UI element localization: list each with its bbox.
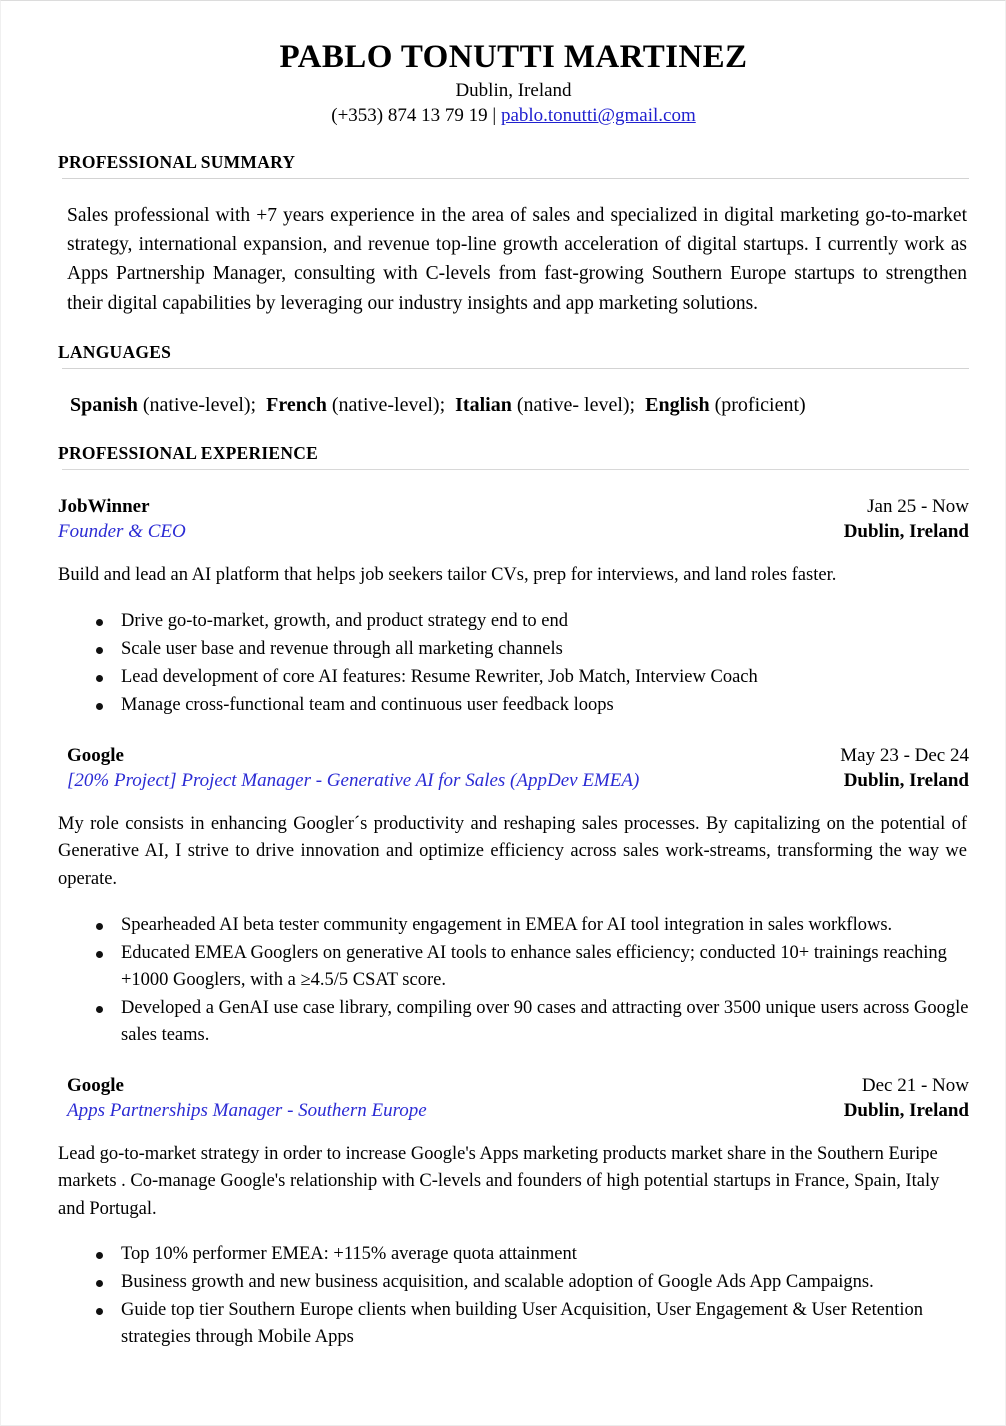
job-bullet-list [58,1241,969,1351]
section-title-experience: PROFESSIONAL EXPERIENCE [58,442,319,463]
job-bullet: Guide top tier Southern Europe clients when building User Acquisition, User Engagement & User Retention strategies through Mobile Apps [58,1297,969,1351]
contact-separator: | [487,105,501,127]
job-bullet: Scale user base and revenue through all marketing channels [58,636,969,663]
candidate-contact [58,104,969,128]
resume-content [58,1,969,1352]
job-bullet: Spearheaded AI beta tester community engagement in EMEA for AI tool integration in sales workflows. [58,912,969,939]
experience-entry-google-apps-partnerships [58,1073,969,1352]
candidate-name: PABLO TONUTTI MARTINEZ [279,39,748,75]
job-header-row [58,1073,969,1098]
professional-summary-text: Sales professional with +7 years experience in the area of sales and specialized in digital marketing go-to-market strategy, international expansion, and revenue top-line growth acceleration of digital startups. I currently work as Apps Partnership Manager, consulting with C-levels from fast-growing Southern Europe startups to strengthen their digital capabilities by leveraging our industry insights and app marketing solutions. [67,204,967,314]
candidate-location: Dublin, Ireland [455,80,572,102]
section-title-summary: PROFESSIONAL SUMMARY [58,151,296,172]
job-title: Founder & CEO [58,520,186,542]
job-dates: Jan 25 - Now [867,495,969,517]
job-bullet-list [58,608,969,719]
section-heading-summary [58,152,969,179]
section-heading-experience [58,443,969,470]
job-description [58,1141,969,1223]
language-name-french: French [266,393,327,416]
job-role-row [58,768,969,793]
job-description-part1: Lead go-to-market strategy in order to increase Google's Apps marketing products market share in the Southern [58,1143,889,1164]
job-description: Build and lead an AI platform that helps job seekers tailor CVs, prep for interviews, and land roles faster. [58,564,837,585]
languages-list [58,391,969,419]
language-level-spanish: (native-level); [142,393,257,416]
job-role-row [58,519,969,544]
job-company: JobWinner [58,495,150,517]
job-bullet: Top 10% performer EMEA: +115% average quota attainment [58,1241,969,1268]
job-bullet: Lead development of core AI features: Resume Rewriter, Job Match, Interview Coach [58,664,969,691]
language-level-french: (native-level); [331,393,446,416]
job-title: Apps Partnerships Manager - Southern Europe [67,1099,427,1121]
section-heading-languages [58,342,969,369]
language-level-italian: (native- level); [516,393,636,416]
job-location: Dublin, Ireland [843,1099,969,1121]
misspelled-word: Euripe [888,1143,938,1164]
job-bullet: Manage cross-functional team and continuous user feedback loops [58,692,969,719]
job-role-row [58,1098,969,1123]
language-name-spanish: Spanish [70,393,138,416]
job-header-row [58,494,969,519]
job-bullet-list [58,912,969,1049]
experience-entry-google-20-percent [58,743,969,1049]
job-dates: Dec 21 - Now [861,1074,969,1096]
section-divider-summary [62,178,969,179]
job-bullet: Drive go-to-market, growth, and product strategy end to end [58,608,969,635]
job-bullet: Developed a GenAI use case library, compiling over 90 cases and attracting over 3500 unique users across Google sales teams. [58,995,969,1049]
resume-header [58,1,969,128]
job-location: Dublin, Ireland [843,769,969,791]
job-dates: May 23 - Dec 24 [840,744,969,766]
job-title: [20% Project] Project Manager - Generative AI for Sales (AppDev EMEA) [67,769,640,791]
job-header-row [58,743,969,768]
section-title-languages: LANGUAGES [58,341,172,362]
section-divider-languages [62,368,969,369]
candidate-email-link[interactable]: pablo.tonutti@gmail.com [500,105,696,127]
experience-entry-jobwinner [58,494,969,719]
language-level-english: (proficient) [714,393,806,416]
job-bullet: Business growth and new business acquisition, and scalable adoption of Google Ads App Campaigns. [58,1269,969,1296]
section-divider-experience [62,469,969,470]
language-name-english: English [645,393,710,416]
job-description: My role consists in enhancing Googler´s productivity and reshaping sales processes. By capitalizing on the potential of Generative AI, I strive to drive innovation and optimize efficiency across sales work-streams, transforming the way we operate. [58,813,967,889]
language-name-italian: Italian [455,393,512,416]
job-description-part2: markets . Co-manage Google's relationship with C-levels and founders of high potential startups in France, Spain, Italy and Portugal. [58,1171,940,1219]
job-location: Dublin, Ireland [843,520,969,542]
job-company: Google [67,1074,124,1096]
job-bullet: Educated EMEA Googlers on generative AI tools to enhance sales efficiency; conducted 10+ trainings reaching +1000 Googlers, with a ≥4.5/5 CSAT score. [58,940,969,994]
job-company: Google [67,744,124,766]
candidate-phone: (+353) 874 13 79 19 [331,105,488,127]
